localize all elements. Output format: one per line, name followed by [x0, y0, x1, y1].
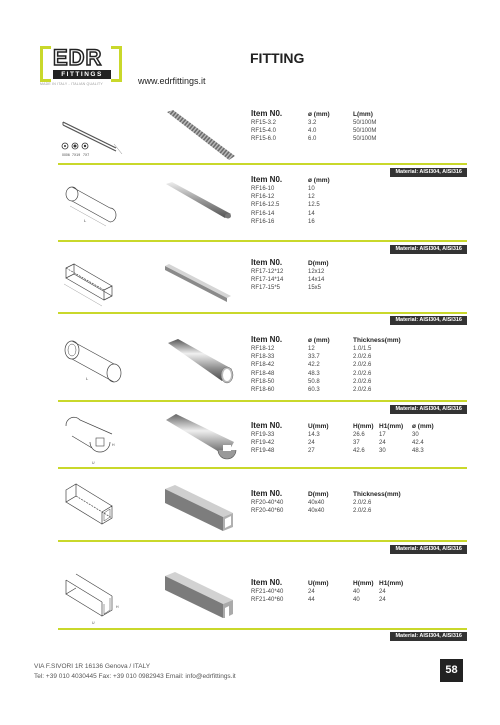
logo-sub: FITTINGS: [53, 70, 111, 79]
cell: 30: [379, 448, 386, 455]
cell: RF21-40*60: [251, 597, 284, 604]
table-row: [251, 431, 434, 439]
table-row: [251, 135, 376, 143]
cell: RF16-14: [251, 210, 275, 217]
cell: RF15-3.2: [251, 120, 277, 126]
wire-label-1: 0006: [62, 153, 70, 157]
logo-brand: EDR: [53, 45, 103, 70]
table-rf19: [251, 420, 434, 456]
table-row: [251, 284, 329, 292]
cell: RF15-4.0: [251, 128, 277, 135]
page-title: FITTING: [250, 50, 305, 66]
table-row: [251, 127, 376, 135]
wire-rope-photo: [165, 108, 237, 162]
cell: RF17-14*14: [251, 277, 284, 284]
col-item: Item N0.: [251, 335, 283, 344]
square-tube-drawing: [62, 480, 126, 536]
col-h1: H1(mm): [379, 580, 404, 587]
cell: 50/100M: [353, 136, 377, 143]
square-bar-photo: [163, 262, 233, 304]
cell: 2.0/2.6: [353, 362, 372, 369]
col-dia: ø (mm): [308, 337, 330, 344]
table-header: [251, 420, 434, 431]
cell: 50/100M: [353, 120, 377, 126]
table-row: [251, 378, 401, 386]
svg-text:L: L: [84, 218, 87, 223]
cell: 42.2: [308, 362, 320, 369]
cell: 27: [308, 448, 315, 455]
table-rf20: [251, 488, 401, 515]
cell: 48.3: [412, 448, 424, 455]
cell: 48.3: [308, 370, 320, 377]
material-badge: Material: AISI304, AISI316: [390, 632, 467, 641]
section-divider: [58, 163, 467, 165]
cell: RF18-60: [251, 386, 275, 393]
table-header: [251, 108, 376, 119]
cell: 40x40: [308, 500, 325, 506]
cell: 50/100M: [353, 128, 377, 135]
u-channel-photo: [163, 570, 235, 622]
cell: RF18-33: [251, 354, 275, 361]
cell: 2.0/2.6: [353, 354, 372, 361]
cell: 12.5: [308, 202, 320, 209]
cell: RF18-50: [251, 378, 275, 385]
cell: 17: [379, 432, 386, 438]
cell: 24: [308, 589, 315, 595]
section-divider: [58, 540, 467, 542]
col-h1: H1(mm): [379, 423, 404, 430]
table-rf21: [251, 577, 403, 604]
col-thickness: Thickness(mm): [353, 491, 401, 498]
col-dia: ø (mm): [308, 177, 330, 184]
col-dia: ø (mm): [308, 111, 330, 118]
cell: 10: [308, 186, 315, 192]
cell: 2.0/2.6: [353, 370, 372, 377]
table-header: [251, 174, 330, 185]
cell: RF20-40*40: [251, 500, 284, 506]
cell: 16: [308, 218, 315, 225]
cell: RF19-48: [251, 448, 275, 455]
table-header: [251, 577, 403, 588]
cell: 12: [308, 346, 315, 352]
wire-label-3: 7X7: [83, 153, 90, 157]
table-row: [251, 353, 401, 361]
logo-bracket-left: [40, 46, 51, 82]
material-badge: Material: AISI304, AISI316: [390, 405, 467, 414]
cell: RF19-33: [251, 432, 275, 438]
cell: RF16-10: [251, 186, 275, 192]
cell: RF18-12: [251, 346, 275, 352]
cell: 1.0/1.5: [353, 346, 372, 352]
wire-label-2: 7X19: [72, 153, 81, 157]
col-item: Item N0.: [251, 109, 283, 118]
solid-bar-drawing: [62, 182, 122, 232]
cell: RF16-12: [251, 194, 275, 201]
material-badge: Material: AISI304, AISI316: [390, 545, 467, 554]
u-channel-drawing: [62, 566, 126, 626]
cell: 24: [379, 589, 386, 595]
col-d: D(mm): [308, 260, 329, 267]
cell: 12: [308, 194, 315, 201]
table-row: [251, 439, 434, 447]
cell: 14x14: [308, 277, 325, 284]
table-row: [251, 276, 329, 284]
cell: 6.0: [308, 136, 317, 143]
cell: 40: [353, 589, 360, 595]
cell: RF18-48: [251, 370, 275, 377]
cell: 24: [308, 440, 315, 447]
table-row: [251, 588, 403, 596]
cell: RF17-15*5: [251, 285, 281, 292]
table-rf15: [251, 108, 376, 144]
website-link[interactable]: www.edrfittings.it: [138, 76, 206, 86]
cell: RF21-40*40: [251, 589, 284, 595]
cell: 50.8: [308, 378, 320, 385]
square-tube-photo: [163, 483, 235, 535]
col-h: H(mm): [353, 423, 374, 430]
cell: RF15-6.0: [251, 136, 277, 143]
table-row: [251, 447, 434, 455]
col-item: Item N0.: [251, 489, 283, 498]
table-row: [251, 507, 401, 515]
footer-address: VIA F.SIVORI 1R 16136 Genova / ITALY: [34, 663, 151, 670]
table-row: [251, 185, 330, 193]
material-badge: Material: AISI304, AISI316: [390, 316, 467, 325]
col-thickness: Thickness(mm): [353, 337, 401, 344]
table-row: [251, 201, 330, 209]
cell: 2.0/2.6: [353, 508, 372, 515]
cell: 44: [308, 597, 315, 604]
cell: RF18-42: [251, 362, 275, 369]
table-rf16: [251, 174, 330, 226]
cell: RF20-40*60: [251, 508, 284, 515]
cell: 24: [379, 440, 386, 447]
col-u: U(mm): [308, 580, 329, 587]
footer-contacts: Tel: +39 010 4030445 Fax: +39 010 0982943 Email: info@edrfittings.it: [34, 673, 236, 680]
table-header: [251, 257, 329, 268]
page-number: 58: [440, 659, 463, 682]
col-length: L(mm): [353, 111, 373, 118]
cell: 15x5: [308, 285, 322, 292]
cell: 42.6: [353, 448, 365, 455]
col-item: Item N0.: [251, 258, 283, 267]
table-row: [251, 119, 376, 127]
svg-text:H: H: [112, 443, 115, 447]
table-row: [251, 370, 401, 378]
cell: RF16-16: [251, 218, 275, 225]
table-row: [251, 218, 330, 226]
cell: 40x40: [308, 508, 325, 515]
material-badge: Material: AISI304, AISI316: [390, 245, 467, 254]
section-divider: [58, 312, 467, 314]
logo-tagline: MADE IN ITALY - ITALIAN QUALITY: [40, 82, 103, 86]
cell: 26.6: [353, 432, 365, 438]
col-item: Item N0.: [251, 175, 283, 184]
cell: RF19-42: [251, 440, 275, 447]
section-divider: [58, 400, 467, 402]
cell: 42.4: [412, 440, 424, 447]
table-row: [251, 193, 330, 201]
table-row: [251, 210, 330, 218]
cell: 4.0: [308, 128, 317, 135]
cell: 2.0/2.6: [353, 386, 372, 393]
cell: 14.3: [308, 432, 320, 438]
cell: 40: [353, 597, 360, 604]
cell: 2.0/2.6: [353, 500, 372, 506]
cell: 2.0/2.6: [353, 378, 372, 385]
table-rf17: [251, 257, 329, 293]
table-header: [251, 334, 401, 345]
table-row: [251, 268, 329, 276]
svg-text:L: L: [86, 376, 89, 381]
cell: RF17-12*12: [251, 269, 284, 275]
cell: 33.7: [308, 354, 320, 361]
slotted-tube-drawing: [62, 414, 126, 470]
col-u: U(mm): [308, 423, 329, 430]
table-rf18: [251, 334, 401, 394]
section-divider: [58, 467, 467, 469]
col-h: H(mm): [353, 580, 374, 587]
material-badge: Material: AISI304, AISI316: [390, 168, 467, 177]
table-row: [251, 386, 401, 394]
table-row: [251, 596, 403, 604]
svg-text:U: U: [92, 461, 95, 465]
svg-text:U: U: [92, 621, 95, 625]
table-row: [251, 361, 401, 369]
section-divider: [58, 628, 467, 630]
cell: RF16-12.5: [251, 202, 280, 209]
cell: 30: [412, 432, 419, 438]
col-item: Item N0.: [251, 578, 283, 587]
svg-text:H: H: [116, 605, 119, 609]
round-tube-photo: [160, 337, 236, 389]
cell: 24: [379, 597, 386, 604]
wire-rope-drawing: [58, 116, 128, 160]
solid-bar-photo: [163, 182, 233, 222]
edr-logo: [40, 46, 122, 86]
cell: 37: [353, 440, 360, 447]
square-bar-drawing: [62, 262, 126, 312]
cell: 12x12: [308, 269, 325, 275]
logo-bracket-right: [111, 46, 122, 82]
col-item: Item N0.: [251, 421, 283, 430]
cell: 60.3: [308, 386, 320, 393]
cell: 3.2: [308, 120, 317, 126]
table-header: [251, 488, 401, 499]
col-dia: ø (mm): [412, 423, 434, 430]
cell: 14: [308, 210, 315, 217]
section-divider: [58, 240, 467, 242]
slotted-tube-photo: [160, 412, 238, 468]
table-row: [251, 345, 401, 353]
round-tube-drawing: [62, 336, 126, 390]
col-d: D(mm): [308, 491, 329, 498]
table-row: [251, 499, 401, 507]
